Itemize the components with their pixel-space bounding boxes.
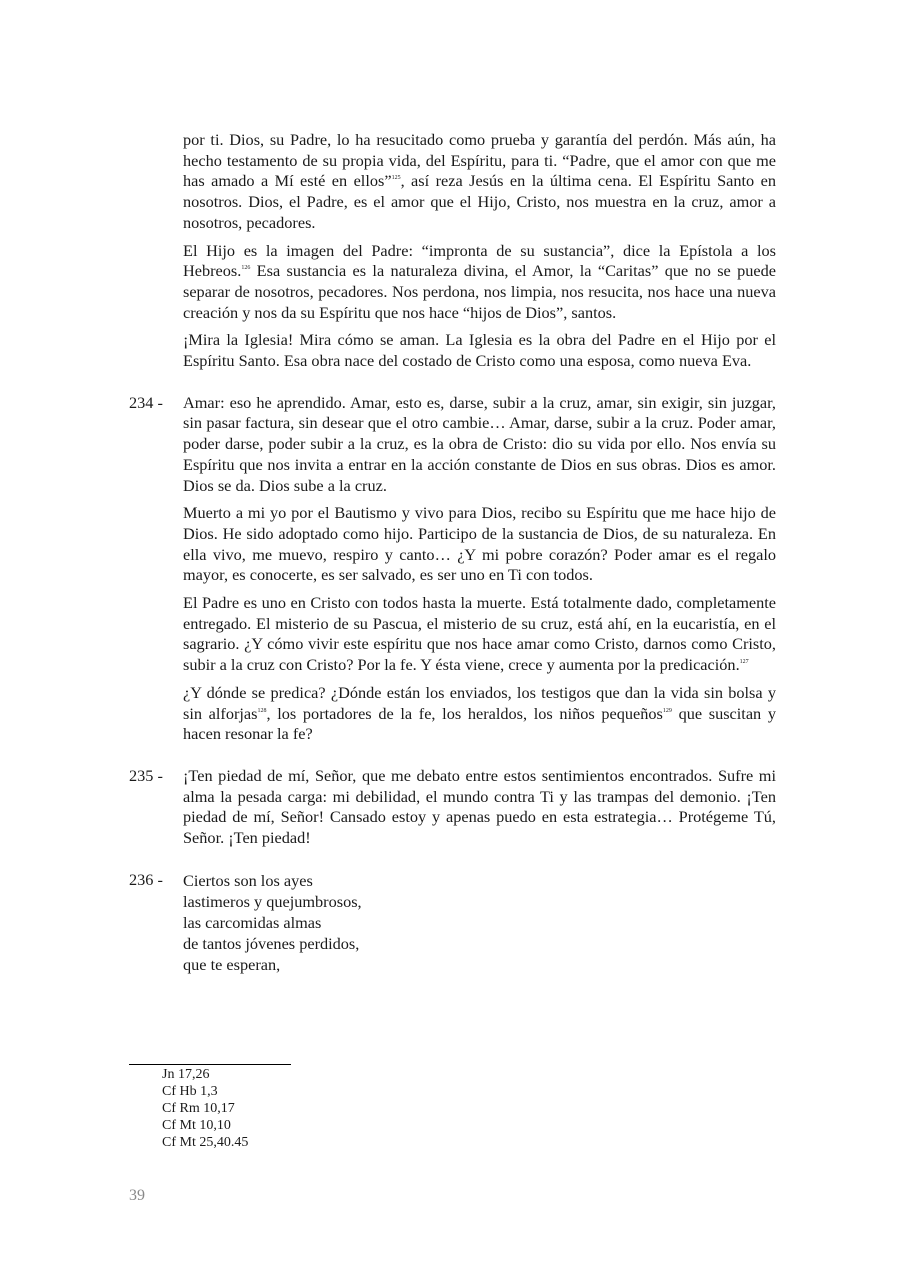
text: que suscitan y hacen resonar la fe?	[183, 703, 777, 744]
footnote: Jn 17,26	[162, 1067, 210, 1082]
footnote-ref[interactable]: 126	[241, 265, 251, 272]
footnote-ref[interactable]: 125	[391, 175, 401, 182]
text: , los portadores de la fe, los heraldos, los niños pequeños	[266, 703, 663, 723]
poem-line: Ciertos son los ayes	[183, 870, 313, 890]
footnote: Cf Mt 25,40.45	[162, 1135, 249, 1150]
section-continuation	[129, 130, 776, 379]
poem-line: que te esperan,	[183, 954, 281, 974]
poem-line: las carcomidas almas	[183, 912, 322, 932]
footnote-ref[interactable]: 129	[662, 707, 672, 714]
paragraph: ¡Mira la Iglesia! Mira cómo se aman. La Iglesia es la obra del Padre en el Hijo por el Espíritu Santo. Esa obra nace del costado de Cristo como una esposa, como nueva Eva.	[183, 330, 776, 371]
section-number: 236 -	[129, 869, 163, 889]
footnote-divider	[129, 1064, 291, 1065]
footnote-ref[interactable]: 127	[739, 659, 749, 666]
poem-line: lastimeros y quejumbrosos,	[183, 891, 362, 911]
paragraph	[183, 593, 776, 676]
footnote: Cf Mt 10,10	[162, 1118, 231, 1133]
text: Esa sustancia es la naturaleza divina, el Amor, la “Caritas” que no se puede separar de nosotros, pecadores. Nos perdona, nos limpia, nos resucita, nos hace una nueva creación y nos da su Espíritu que nos hace “hijos de Dios”, santos.	[183, 261, 776, 322]
section-number	[129, 130, 183, 379]
footnote: Cf Rm 10,17	[162, 1101, 235, 1116]
section-234	[129, 393, 776, 752]
text: El Padre es uno en Cristo con todos hasta la muerte. Está totalmente dado, completamente entregado. El misterio de su Pascua, el misterio de su cruz, está ahí, en la eucaristía, en el sagrario. ¿Y cómo vivir este espíritu que nos hace amar como Cristo, darnos como Cristo, subir a la cruz con Cristo? Por la fe. Y ésta viene, crece y aumenta por la predicación.	[183, 593, 776, 675]
paragraph	[183, 130, 776, 234]
paragraph: Muerto a mi yo por el Bautismo y vivo para Dios, recibo su Espíritu que me hace hijo de Dios. He sido adoptado como hijo. Participo de la sustancia de Dios, de su naturaleza. En ella vivo, me muevo, respiro y canto… ¿Y mi pobre corazón? Poder amar es el regalo mayor, es conocerte, es ser salvado, es ser uno en Ti con todos.	[183, 503, 776, 585]
paragraph	[183, 241, 776, 324]
footnote-ref[interactable]: 128	[257, 707, 267, 714]
text: por ti. Dios, su Padre, lo ha resucitado como prueba y garantía del perdón. Más aún, ha hecho testamento de su propia vida, del Espíritu, para ti. “Padre, que el amor con que me has amado a Mí esté en ellos”	[183, 130, 776, 191]
section-number: 235 -	[129, 765, 163, 785]
paragraph: Amar: eso he aprendido. Amar, esto es, darse, subir a la cruz, amar, sin exigir, sin juzgar, sin pasar factura, sin desear que el otro cambie… Amar, darse, subir a la cruz. Poder amar, poder darse, poder subir a la cruz, es la obra de Cristo: dio su vida por ello. Nos envía su Espíritu que nos invita a entrar en la acción constante de Dios en sus obras. Dios es amor. Dios se da. Dios sube a la cruz.	[183, 392, 776, 495]
footnote: Cf Hb 1,3	[162, 1084, 218, 1099]
paragraph	[183, 683, 776, 745]
footnotes	[162, 1066, 248, 1151]
text: , así reza Jesús en la última cena. El Espíritu Santo en nosotros. Dios, el Padre, es el amor que el Hijo, Cristo, nos muestra en la cruz, amor a nosotros, pecadores.	[183, 171, 776, 232]
paragraph: ¡Ten piedad de mí, Señor, que me debato entre estos sentimientos encontrados. Sufre mi alma la pesada carga: mi debilidad, el mundo contra Ti y las trampas del demonio. ¡Ten piedad de mí, Señor! Cansado estoy y apenas puedo en esta estrategia… Protégeme Tú, Señor. ¡Ten piedad!	[183, 765, 776, 848]
text: El Hijo es la imagen del Padre: “impronta de su sustancia”, dice la Epístola a los Hebreos.	[183, 240, 776, 281]
text: ¿Y dónde se predica? ¿Dónde están los enviados, los testigos que dan la vida sin bolsa y sin alforjas	[183, 682, 776, 723]
page-body	[129, 130, 776, 989]
section-number: 234 -	[129, 392, 163, 412]
section-235	[129, 766, 776, 856]
section-236	[129, 870, 776, 975]
poem-line: de tantos jóvenes perdidos,	[183, 933, 360, 953]
page-number: 39	[129, 1187, 145, 1204]
poem	[183, 870, 776, 975]
